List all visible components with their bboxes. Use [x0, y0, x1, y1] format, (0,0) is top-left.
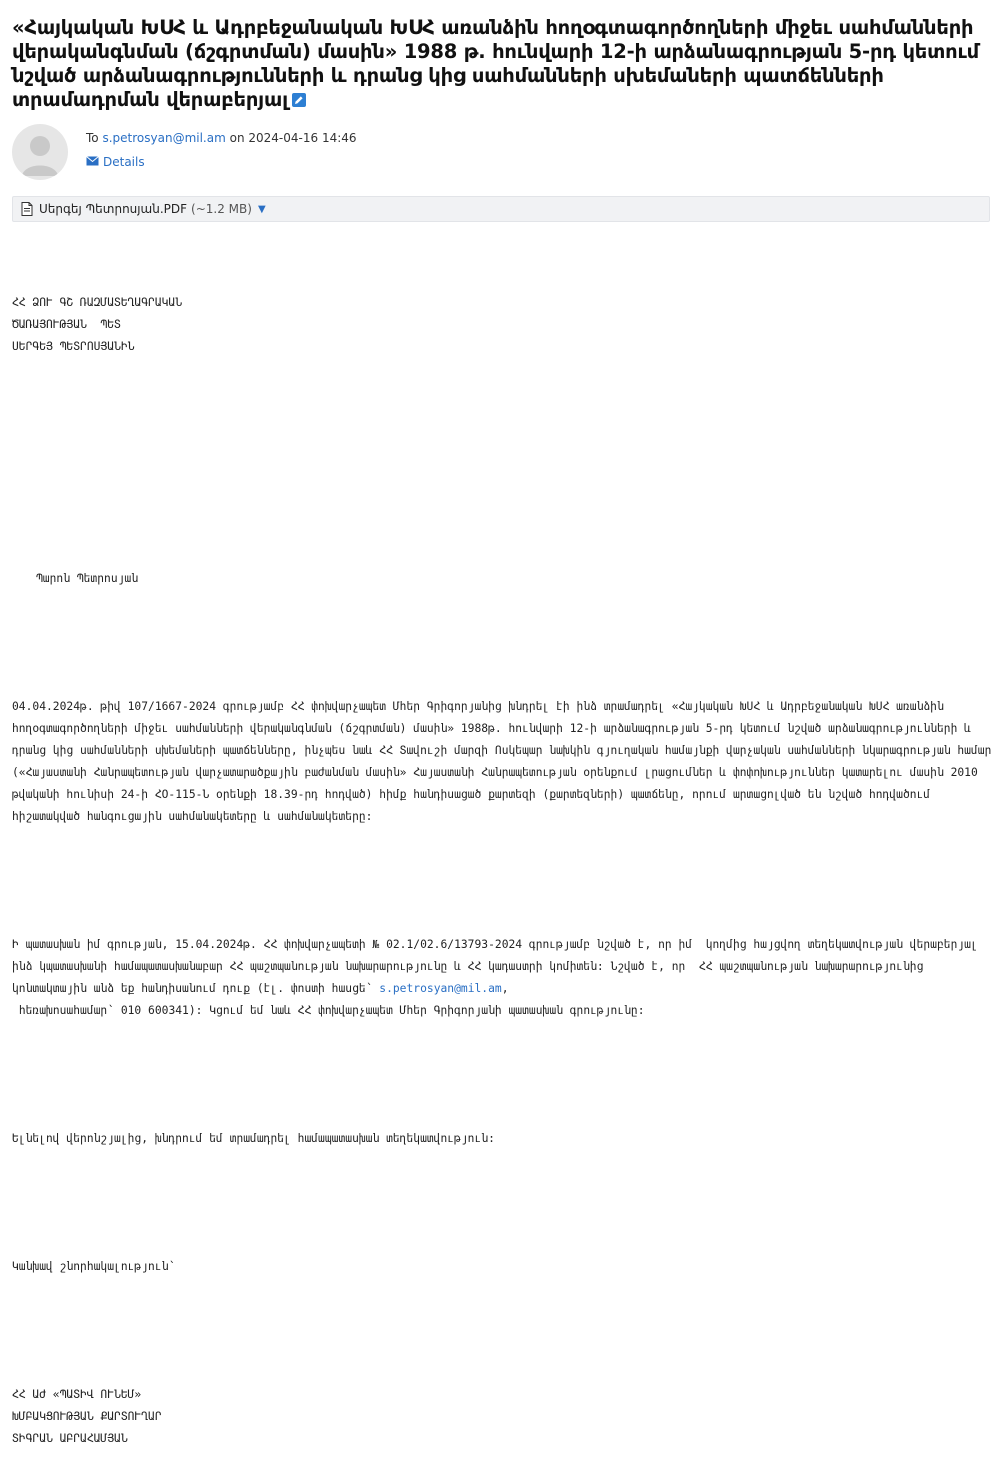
paragraph-reply-text-end: , հեռախոսահամար՝ 010 600341): Կցում եմ նաև ՀՀ փոխվարչապետ Մհեր Գրիգորյանի պատասխան գրությունը:: [18, 982, 645, 1017]
email-meta: [86, 131, 357, 145]
contact-email-link[interactable]: s.petrosyan@mil.am: [379, 982, 502, 995]
sent-datetime: 2024-04-16 14:46: [248, 131, 357, 145]
signature-line: ՏԻԳՐԱՆ ԱԲՐԱՀԱՄՅԱՆ: [12, 1432, 128, 1445]
attachment-filename[interactable]: Սերգեյ Պետրոսյան.PDF: [39, 202, 188, 216]
paragraph-reply-text: Ի պատասխան իմ գրության, 15.04.2024թ. ՀՀ փոխվարչապետի № 02.1/02.6/13793-2024 գրությամբ նշված է, որ իմ կողմից հայցվող տեղեկատվության վերաբերյալ ինձ կպատասխանի համապատասխանաբար ՀՀ պաշտպանության նախարարությունը և ՀՀ կադաստրի կոմիտեն: Նշված է, որ ՀՀ պաշտպանության նախարարությունից կոնտակտային անձ եք հանդիսանում դուք (էլ. փոստի հասցե՝: [12, 938, 985, 995]
details-link[interactable]: [86, 155, 145, 169]
addressee-line: ԾԱՌԱՅՈՒԹՅԱՆ ՊԵՏ: [12, 318, 121, 331]
sender-avatar: [12, 124, 68, 180]
addressee-block: [12, 292, 992, 358]
addressee-line: ՍԵՐԳԵՅ ՊԵՏՐՈՍՅԱՆԻՆ: [12, 340, 135, 353]
to-label: To: [86, 131, 99, 145]
paragraph-request: 04.04.2024թ. թիվ 107/1667-2024 գրությամբ ՀՀ փոխվարչապետ Մհեր Գրիգորյանից խնդրել էի ինձ տրամադրել «Հայկական ԽՍՀ և Ադրբեջանական ԽՍՀ առանձին հողօգտագործողների միջեւ սահմանների վերականգնման (ճշգրտման) մասին» 1988թ. հունվարի 12-ի արձանագրության 5-րդ կետում նշված արձանագրությունների և դրանց կից սահմանների սխեմաների պատճենները, ինչպես նաև ՀՀ Տավուշի մարզի Ոսկեպար նախկին գյուղական համայնքի վարչական սահմանների նկարագրության համար («Հայաստանի Հանրապետության վարչատարածքային բաժանման մասին» Հայաստանի Հանրապետության օրենքում լրացումներ և փոփոխություններ կատարելու մասին 2010 թվականի հունիսի 24-ի ՀՕ-115-Ն օրենքի 18.39-րդ հոդված) հիմք հանդիսացած քարտեզի (քարտեզների) պատճենը, որում արտացոլված են նշված հոդվածում հիշատակված հանգուցային սահմանակետերը և սահմանակետերը:: [12, 700, 999, 823]
signature-line: ՀՀ ԱԺ «ՊԱՏԻՎ ՈՒՆԵՄ»: [12, 1388, 142, 1401]
paragraph-ask: Ելնելով վերոնշյալից, խնդրում եմ տրամադրել համապատասխան տեղեկատվություն:: [12, 1132, 495, 1145]
on-label: on: [229, 131, 245, 145]
email-subject: [12, 16, 984, 112]
recipient-address[interactable]: s.petrosyan@mil.am: [102, 131, 226, 145]
signature-block: [12, 1384, 992, 1450]
chevron-down-icon[interactable]: ▼: [257, 203, 266, 215]
attachment-size: (~1.2 MB): [191, 202, 252, 216]
email-body: [12, 248, 999, 1472]
envelope-icon: [86, 155, 99, 169]
subject-text: «Հայկական ԽՍՀ և Ադրբեջանական ԽՍՀ առանձին հողօգտագործողների միջեւ սահմանների վերականգնման (ճշգրտման) մասին» 1988 թ. հունվարի 12-ի արձանագրության 5-րդ կետում նշված արձանագրությունների և դրանց կից սահմանների սխեմաների պատճենների տրամադրման վերաբերյալ: [12, 16, 979, 111]
edit-icon[interactable]: [292, 93, 306, 107]
addressee-line: ՀՀ ՁՈՒ ԳՇ ՌԱԶՄԱՏԵՂԱԳՐԱԿԱՆ: [12, 296, 183, 309]
salutation: Պարոն Պետրոսյան: [36, 572, 139, 585]
signature-line: ԽՄԲԱԿՑՈՒԹՅԱՆ ՔԱՐՏՈՒՂԱՐ: [12, 1410, 162, 1423]
closing-line: Կանխավ շնորհակալություն՝: [12, 1260, 176, 1273]
pdf-file-icon: [21, 202, 33, 216]
details-label: Details: [103, 155, 145, 169]
attachment-bar[interactable]: [12, 196, 990, 222]
paragraph-reply: [12, 934, 992, 1022]
